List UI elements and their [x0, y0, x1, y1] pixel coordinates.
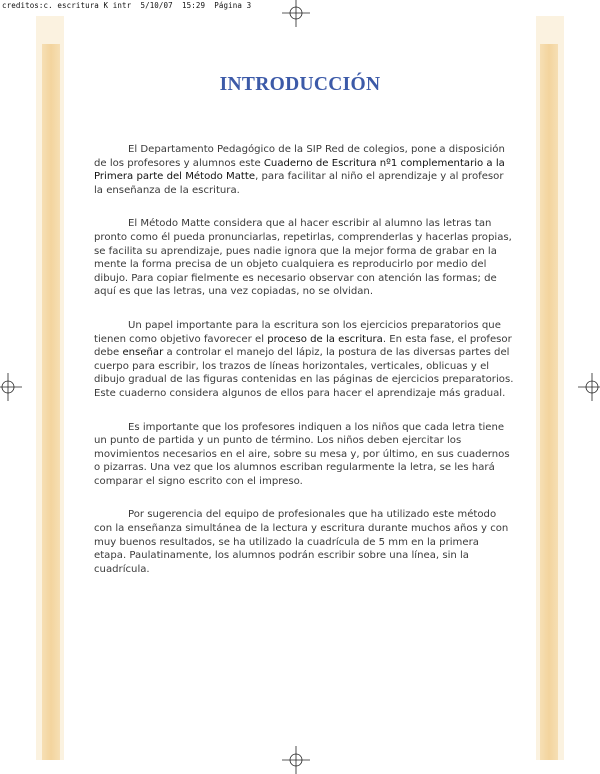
registration-mark-right-icon [578, 373, 600, 401]
highlighted-text: proceso de la escritura [267, 333, 383, 345]
introduction-body [94, 143, 514, 596]
paragraph-1-text-end: , para facilitar al niño el aprendizaje y al profesor la enseñanza de la escritura. [94, 171, 504, 196]
highlighted-text: Cuaderno de Escritura nº1 complementario a la Primera parte del Método Matte [94, 157, 505, 183]
paragraph-4: Es importante que los profesores indiquen a los niños que cada letra tiene un punto de partida y un punto de término. Los niños deben ejercitar los movimientos necesarios en el aire, sobre su mesa y, por último, en sus cuadernos o pizarras. Una vez que los alumnos escriban regularmente la letra, se les hará comparar el signo escrito con el impreso. [94, 421, 510, 487]
registration-mark-bottom-icon [282, 746, 310, 774]
paragraph-3-text-mid: . En esta fase, el profesor debe [94, 333, 512, 359]
paragraph-1-text: El Departamento Pedagógico de la SIP Red de colegios, pone a disposición de los profesores y alumnos este [94, 144, 505, 169]
paragraph-3-text-end: a controlar el manejo del lápiz, la postura de las diversas partes del cuerpo para escribir, los trazos de líneas horizontales, verticales, oblicuas y el dibujo gradual de las figuras contenidas en las páginas de ejercicios preparatorios. Este cuaderno considera algunos de ellos para hacer el aprendizaje más gradual. [94, 347, 514, 399]
paragraph-3 [94, 319, 514, 401]
registration-mark-top-icon [282, 0, 310, 27]
registration-mark-left-icon [0, 373, 22, 401]
highlighted-text: enseñar [122, 347, 164, 359]
paragraph-3-text: Un papel importante para la escritura son los ejercicios preparatorios que tienen como objetivo favorecer el [94, 319, 501, 345]
paragraph-2: El Método Matte considera que al hacer escribir al alumno las letras tan pronto como él pueda pronunciarlas, repetirlas, comprenderlas y hacerlas propias, se facilita su aprendizaje, pues nadie ignora que la mejor forma de grabar en la mente la forma precisa de un objeto cualquiera es reproducirlo por medio del dibujo. Para copiar fielmente es necesario observar con atención las formas; de aquí es que las letras, una vez copiadas, no se olvidan. [94, 218, 512, 298]
print-slug-line: creditos:c. escritura K intr 5/10/07 15:29 Página 3 [2, 1, 252, 10]
paragraph-1 [94, 143, 514, 197]
right-decorative-band [540, 44, 558, 760]
left-decorative-band [42, 44, 60, 760]
page-title: INTRODUCCIÓN [219, 74, 381, 95]
paragraph-5: Por sugerencia del equipo de profesionales que ha utilizado este método con la enseñanza simultánea de la lectura y escritura durante muchos años y con muy buenos resultados, se ha utilizado la cuadrícula de 5 mm en la primera etapa. Paulatinamente, los alumnos podrán escribir sobre una línea, sin la cuadrícula. [94, 509, 509, 575]
